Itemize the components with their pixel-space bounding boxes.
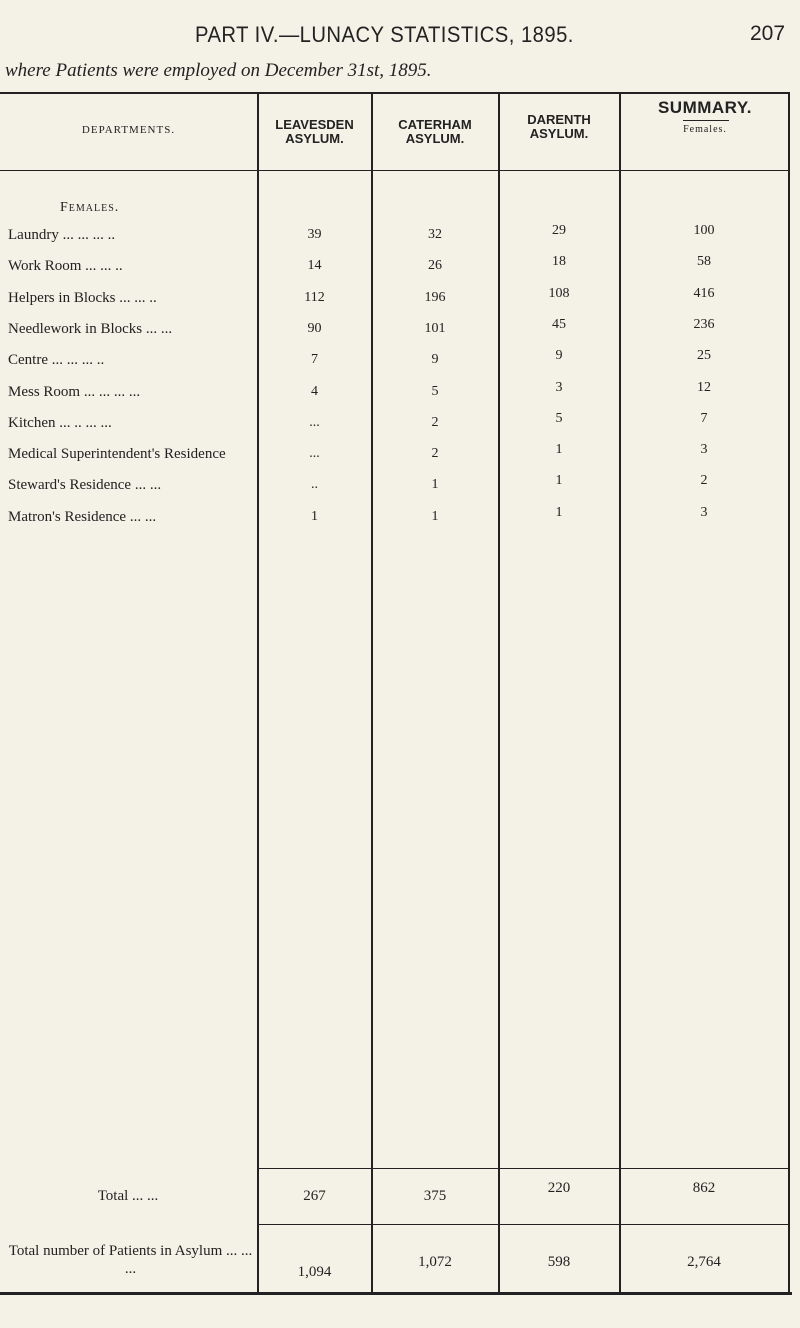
row-label: Centre ... ... ... .. [8, 352, 105, 369]
cell-darenth: 29 [552, 223, 566, 238]
darenth-header: DARENTH ASYLUM. [527, 112, 591, 141]
cell-darenth: 1 [555, 442, 563, 458]
cell-caterham: 26 [428, 258, 442, 274]
row-label: Helpers in Blocks ... ... .. [8, 289, 157, 306]
cell-summary: 416 [693, 285, 715, 301]
cell-caterham: 9 [431, 352, 439, 368]
cell-summary: 2 [700, 473, 708, 489]
table-top-rule [0, 92, 790, 94]
row-label: Mess Room ... ... ... ... [8, 383, 141, 400]
total-darenth: 220 [547, 1180, 571, 1196]
cell-caterham: 196 [424, 289, 446, 305]
grand-total-caterham: 1,072 [418, 1254, 452, 1270]
total-bottom-rule [258, 1224, 790, 1225]
grand-total-darenth: 598 [547, 1254, 571, 1270]
table-caption: where Patients were employed on December 31st, 1895. [5, 60, 432, 81]
cell-caterham: 5 [431, 383, 439, 399]
cell-summary: 7 [700, 410, 708, 426]
cell-caterham: 32 [428, 227, 442, 242]
leavesden-header: LEAVESDEN ASYLUM. [275, 117, 354, 146]
grand-total-leavesden: 1,094 [297, 1264, 332, 1280]
col-rule-3 [498, 92, 500, 1292]
cell-caterham: 1 [431, 477, 439, 493]
grand-total-summary: 2,764 [687, 1254, 721, 1270]
col-rule-right [788, 92, 790, 1292]
cell-caterham: 101 [424, 320, 446, 336]
col-rule-4 [619, 92, 621, 1292]
row-label: Kitchen ... .. ... ... [8, 414, 112, 431]
cell-leavesden: 90 [307, 320, 322, 336]
cell-summary: 100 [693, 223, 715, 238]
total-top-rule [258, 1168, 790, 1169]
total-caterham: 375 [423, 1188, 447, 1204]
row-label: Medical Superintendent's Residence [8, 446, 226, 463]
cell-summary: 58 [697, 254, 711, 270]
cell-darenth: 108 [548, 285, 570, 301]
cell-caterham: 2 [431, 414, 439, 430]
table-bottom-rule [0, 1292, 792, 1295]
departments-header: DEPARTMENTS. [81, 124, 176, 136]
cell-leavesden: 112 [304, 289, 325, 305]
cell-darenth: 45 [552, 316, 566, 332]
caterham-header: CATERHAM ASYLUM. [398, 117, 472, 146]
section-heading: Females. [60, 200, 120, 215]
running-head: PART IV.—LUNACY STATISTICS, 1895. [195, 22, 574, 47]
cell-darenth: 18 [552, 254, 566, 270]
cell-leavesden: ... [309, 446, 320, 462]
cell-summary: 3 [700, 504, 708, 520]
cell-summary: 12 [697, 379, 711, 395]
cell-caterham: 1 [431, 508, 439, 524]
cell-darenth: 1 [555, 473, 563, 489]
row-label: Laundry ... ... ... .. [8, 227, 116, 243]
total-leavesden: 267 [303, 1188, 326, 1204]
cell-leavesden: 1 [311, 508, 318, 524]
total-label: Total ... ... [97, 1188, 159, 1204]
cell-leavesden: 14 [307, 258, 322, 274]
summary-subheader: Females. [683, 124, 727, 135]
cell-leavesden: 7 [311, 352, 318, 368]
cell-darenth: 5 [555, 410, 563, 426]
cell-leavesden: .. [311, 477, 318, 493]
cell-leavesden: ... [309, 414, 320, 430]
row-label: Matron's Residence ... ... [8, 508, 157, 525]
grand-total-label: Total number of Patients in Asylum ... ... ... [8, 1243, 253, 1277]
total-summary: 862 [692, 1180, 716, 1196]
summary-header: SUMMARY. [657, 98, 753, 117]
cell-leavesden: 39 [307, 227, 322, 242]
cell-summary: 25 [697, 348, 711, 364]
page-number: 207 [750, 22, 786, 45]
header-bottom-rule [0, 170, 790, 171]
cell-leavesden: 4 [311, 383, 318, 399]
row-label: Steward's Residence ... ... [8, 477, 162, 494]
cell-darenth: 1 [555, 504, 563, 520]
cell-darenth: 9 [555, 348, 563, 364]
cell-caterham: 2 [431, 446, 439, 462]
cell-darenth: 3 [555, 379, 563, 395]
row-label: Work Room ... ... .. [8, 258, 123, 275]
cell-summary: 236 [693, 316, 715, 332]
row-label: Needlework in Blocks ... ... [8, 320, 173, 337]
summary-divider [683, 120, 729, 121]
cell-summary: 3 [700, 442, 708, 458]
